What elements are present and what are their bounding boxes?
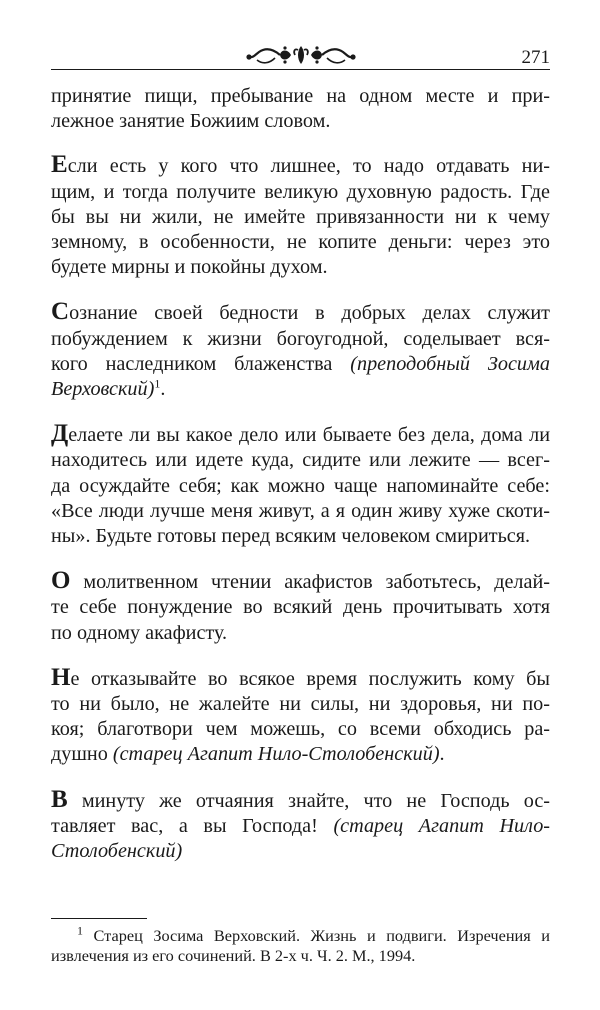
attribution: (старец Агапит Нило- bbox=[333, 814, 551, 837]
text-line: то ни было, не жалейте ни силы, ни здоровья, ни по- bbox=[51, 693, 550, 716]
book-page bbox=[51, 0, 550, 1010]
footnote-text: извлечения из его сочинений. В 2-х ч. Ч. 2. М., 1994. bbox=[51, 946, 416, 965]
text-line: принятие пищи, пребывание на одном месте и при- bbox=[51, 85, 550, 107]
text-line: земному, в особенности, не копите деньги: через это bbox=[51, 231, 550, 254]
attribution: (старец Агапит Нило-Столобенский) bbox=[112, 743, 440, 766]
text-line: да осуждайте себя; как можно чаще напоминайте себе: bbox=[51, 474, 550, 497]
page-header bbox=[51, 38, 550, 72]
text-line: коя; благотвори чем можешь, со всеми обходись ра- bbox=[51, 718, 550, 741]
initial-letter: Д bbox=[51, 420, 69, 448]
text-line: кого наследником блаженства bbox=[51, 352, 333, 375]
text-line: щим, и тогда получите великую духовную радость. Где bbox=[51, 180, 550, 203]
initial-letter: О bbox=[51, 567, 71, 595]
text-line: ознание своей бедности в добрых делах служит bbox=[69, 302, 550, 325]
text-line: е отказывайте во всякое время послужить кому бы bbox=[70, 667, 550, 690]
paragraph bbox=[51, 663, 550, 768]
initial-letter: Н bbox=[51, 663, 71, 691]
header-rule bbox=[51, 69, 550, 70]
text-line: сли есть у кого что лишнее, то надо отдавать ни- bbox=[67, 155, 550, 178]
floral-ornament-icon bbox=[245, 42, 357, 68]
footnote-text: Старец Зосима Верховский. Жизнь и подвиги. Изречения и bbox=[93, 926, 550, 945]
text-line: по одному акафисту. bbox=[51, 621, 228, 644]
page-number: 271 bbox=[521, 47, 550, 68]
text-line: «Все люди лучше меня живут, а я один живу хуже скоти- bbox=[51, 499, 550, 522]
paragraph bbox=[51, 420, 550, 549]
paragraph bbox=[51, 151, 550, 280]
text-line: побуждением к жизни богоугодной, соделывает вся- bbox=[51, 327, 550, 350]
footnote bbox=[51, 923, 550, 966]
attribution: (преподобный Зосима bbox=[350, 352, 551, 375]
initial-letter: В bbox=[51, 785, 68, 813]
text-line: минуту же отчаяния знайте, что не Господь ос- bbox=[67, 789, 550, 812]
sentence-end: . bbox=[160, 378, 166, 401]
text-line: елаете ли вы какое дело или бываете без дела, дома ли bbox=[68, 424, 550, 447]
text-line: душно bbox=[51, 743, 108, 766]
footnote-marker: 1 bbox=[77, 923, 83, 938]
attribution: Верховский) bbox=[51, 378, 155, 401]
footnote-rule bbox=[51, 918, 147, 919]
paragraph bbox=[51, 298, 551, 402]
paragraph bbox=[51, 84, 550, 134]
text-line: тавляет вас, а вы Господа! bbox=[51, 814, 318, 837]
paragraph bbox=[51, 785, 551, 865]
sentence-end: . bbox=[439, 743, 445, 766]
initial-letter: Е bbox=[51, 151, 68, 179]
text-line: лежное занятие Божиим словом. bbox=[51, 110, 331, 133]
text-line: находитесь или идете куда, сидите или лежите — всег- bbox=[51, 449, 550, 472]
footnote-marker: 1 bbox=[154, 376, 161, 391]
text-line: будете мирны и покойны духом. bbox=[51, 256, 328, 279]
paragraph bbox=[51, 567, 550, 646]
text-line: молитвенном чтении акафистов заботьтесь, делай- bbox=[70, 571, 550, 594]
text-line: бы вы ни жили, не имейте привязанности ни к чему bbox=[51, 205, 550, 228]
text-line: те себе понуждение во всякий день прочитывать хотя bbox=[51, 596, 550, 619]
initial-letter: С bbox=[51, 298, 70, 326]
text-line: ны». Будьте готовы перед всяким человеком смириться. bbox=[51, 525, 531, 548]
body-text bbox=[51, 84, 550, 885]
attribution: Столобенский) bbox=[51, 840, 183, 863]
